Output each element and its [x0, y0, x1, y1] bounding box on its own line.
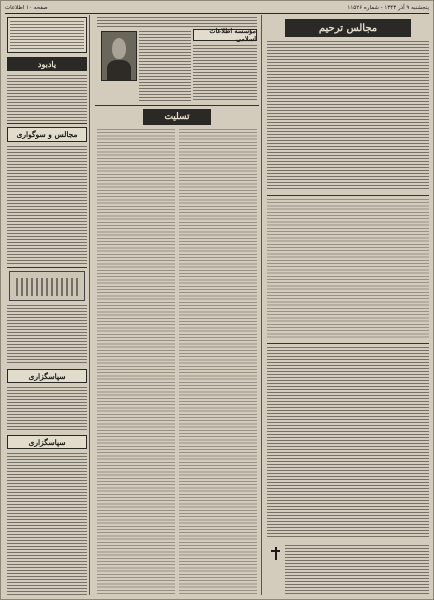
tarhim-title: مجالس ترحیم: [318, 22, 378, 34]
tarhim-text-1: [267, 41, 429, 191]
sogvari-text: [7, 146, 87, 264]
middle-column: [93, 15, 262, 595]
moassese-banner: [193, 29, 257, 41]
tarhim-text-2: [267, 199, 429, 339]
sogvari-banner-2: [7, 369, 87, 383]
tasliyat-text-right: [179, 129, 257, 595]
sepasgozari-title: سپاسگزاری: [28, 437, 66, 447]
moassese-title: مؤسسه اطلاعات اسلامی: [209, 27, 256, 43]
yadbud-title: یادبود: [37, 59, 57, 69]
obituary-text: [139, 31, 191, 101]
ornament-banner: [9, 271, 85, 301]
page-header: [5, 3, 429, 14]
header-date: پنجشنبه ۹ آذر ۱۳۴۳ - شماره ۱۱۵۲۶: [347, 5, 429, 11]
tasliyat-text-left: [97, 129, 175, 595]
top-notice: [97, 17, 257, 27]
sogvari-title: مجالس و سوگواری: [16, 130, 78, 139]
ornament-icon: [16, 278, 78, 296]
sepasgozari-text-2: [7, 453, 87, 595]
sepasgozari-title-2: سپاسگزاری: [28, 371, 66, 381]
tarhim-banner: [285, 19, 411, 37]
portrait-photo: [101, 31, 137, 81]
tasliyat-banner: [143, 109, 211, 125]
tasliyat-title: تسلیت: [164, 112, 190, 122]
header-page: صفحه ۱۰ اطلاعات: [5, 5, 48, 11]
moassese-text: [193, 45, 257, 101]
sepasgozari-text: [7, 387, 87, 431]
cross-icon: [271, 547, 280, 560]
left-column: [5, 15, 90, 595]
right-column: [265, 15, 431, 595]
ad-box: [7, 17, 87, 53]
tarhim-text-3: [267, 347, 429, 537]
yadbud-banner: [7, 57, 87, 71]
yadbud-text: [7, 75, 87, 121]
tarhim-text-4: [285, 545, 429, 595]
announcement-text: [7, 305, 87, 365]
sepasgozari-banner: [7, 435, 87, 449]
sogvari-banner: [7, 127, 87, 142]
